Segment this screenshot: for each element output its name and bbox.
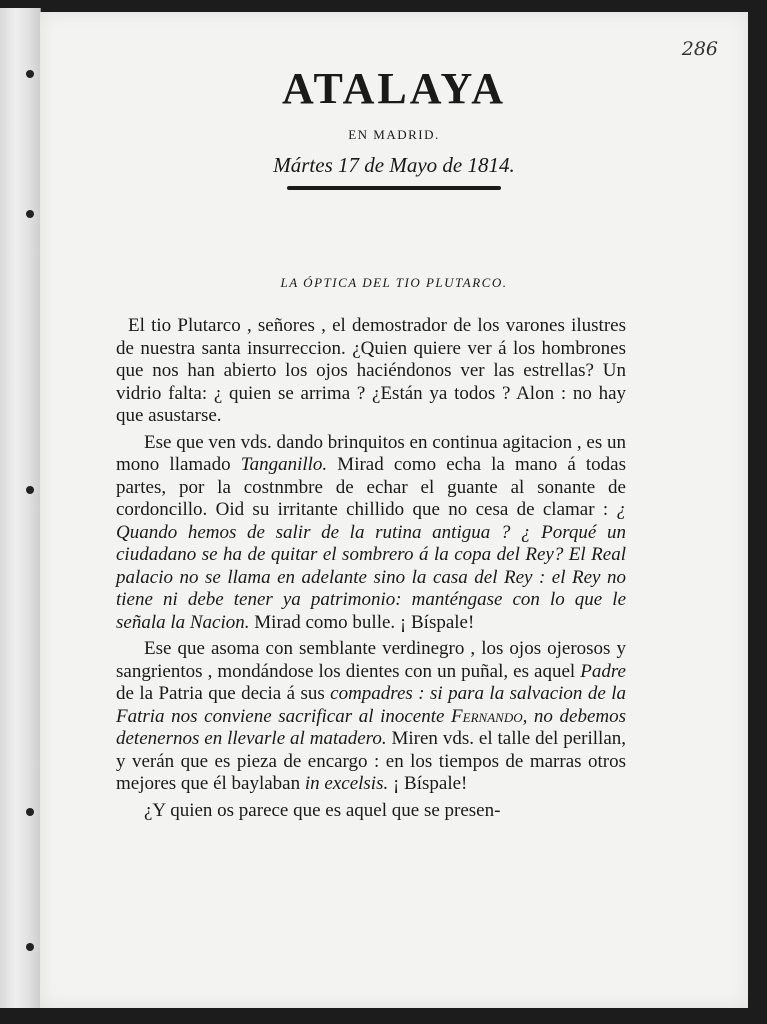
italic-run: Padre [580, 660, 626, 682]
italic-run: Fernando [451, 705, 523, 727]
italic-run: in excelsis. [304, 773, 389, 794]
masthead [40, 64, 748, 190]
section-heading: LA ÓPTICA DEL TIO PLUTARCO. [280, 275, 508, 290]
italic-run: ¿ Quando hemos de salir de la rutina antigua ? ¿ Porqué un ciudadano se ha de quitar el sombrero á la copa del Rey? El Real palacio no se llama en adelante sino la casa del Rey : el Rey no tiene ni debe tener ya patrimonio: manténgase con lo que le señala la Nacion. [116, 499, 626, 633]
page-number: 286 [681, 38, 718, 60]
article-paragraph [116, 432, 626, 635]
text-run: Miren vds. el talle del perillan, y verán que es pieza de encargo : en los tiempos de marras otros mejores que él baylaban [116, 728, 626, 794]
italic-run: , no debemos detenernos en llevarle al matadero. [116, 705, 627, 749]
text-run: Mirad como bulle. ¡ Bíspale! [249, 611, 475, 633]
text-run: Ese que ven vds. dando brinquitos en continua agitacion , es un mono llamado [116, 431, 626, 475]
title-rule [287, 186, 501, 190]
stitch-hole [26, 210, 34, 218]
stitch-hole [26, 943, 34, 951]
article-paragraph [116, 315, 626, 428]
article-paragraph [116, 800, 626, 823]
text-run: de la Patria que decia á sus [116, 683, 331, 704]
text-run: ¡ Bíspale! [388, 773, 468, 794]
text-run: Ese que asoma con semblante verdinegro , los ojos ojerosos y sangrientos , mondándose los dientes con un puñal, es aquel [116, 638, 626, 682]
issue-date: Mártes 17 de Mayo de 1814. [273, 153, 515, 177]
newspaper-page [40, 12, 748, 1008]
newspaper-title: ATALAYA [282, 64, 506, 113]
stitch-hole [26, 486, 34, 494]
text-run: Mirad como echa la mano á todas partes, por la costnmbre de echar el guante al sonante de cordoncillo. Oid su irritante chillido que no cesa de clamar : [116, 454, 626, 520]
text-run: ¿Y quien os parece que es aquel que se presen- [144, 799, 501, 821]
article-paragraph [116, 638, 626, 796]
stitch-hole [26, 808, 34, 816]
text-run: El tio Plutarco , señores , el demostrador de los varones ilustres de nuestra santa insurreccion. ¿Quien quiere ver á los hombrones que nos han abierto los ojos haciéndonos ver las estrellas? Un vidrio falta: ¿ quien se arrima ? ¿Están ya todos ? Alon : no hay que asustarse. [116, 315, 626, 426]
stitch-hole [26, 70, 34, 78]
article-body [116, 315, 626, 826]
binding-spine [0, 8, 41, 1008]
city-line: EN MADRID. [348, 127, 440, 142]
italic-run: Tanganillo. [240, 454, 328, 475]
italic-run: compadres : si para la salvacion de la Fatria nos conviene sacrificar al inocente [116, 683, 626, 727]
